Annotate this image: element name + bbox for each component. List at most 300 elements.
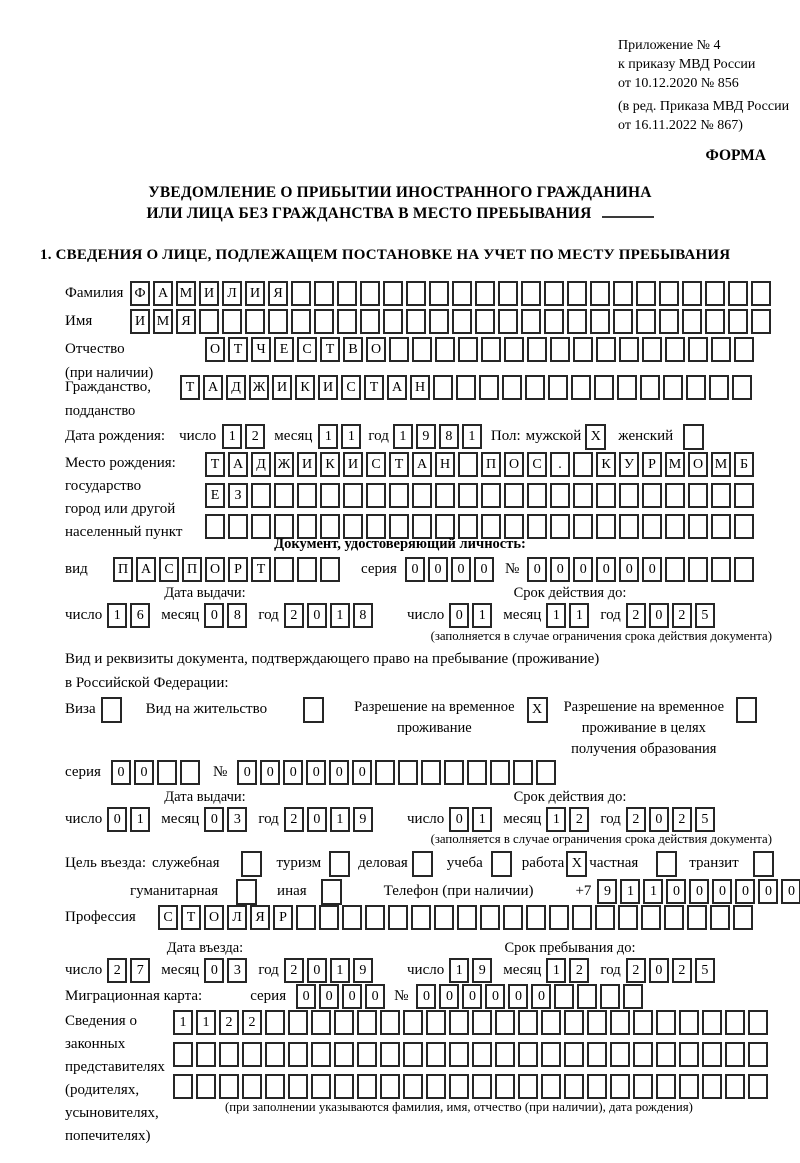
char-cell[interactable] <box>398 760 418 785</box>
char-cell[interactable] <box>274 557 294 582</box>
char-cell[interactable] <box>590 281 610 306</box>
char-cell[interactable] <box>449 1074 469 1099</box>
char-cell[interactable]: 1 <box>330 958 350 983</box>
char-cell[interactable] <box>751 281 771 306</box>
char-cell[interactable] <box>659 281 679 306</box>
char-cell[interactable] <box>426 1074 446 1099</box>
char-cell[interactable]: О <box>205 337 225 362</box>
char-cell[interactable]: А <box>412 452 432 477</box>
char-cell[interactable]: 8 <box>227 603 247 628</box>
char-cell[interactable] <box>251 483 271 508</box>
char-cell[interactable] <box>554 984 574 1009</box>
char-cell[interactable]: 1 <box>330 807 350 832</box>
char-cell[interactable] <box>375 760 395 785</box>
char-cell[interactable] <box>388 905 408 930</box>
char-cell[interactable]: С <box>159 557 179 582</box>
char-cell[interactable] <box>319 905 339 930</box>
char-cell[interactable] <box>495 1074 515 1099</box>
char-cell[interactable]: Т <box>251 557 271 582</box>
char-cell[interactable] <box>590 309 610 334</box>
char-cell[interactable] <box>481 483 501 508</box>
char-cell[interactable] <box>467 760 487 785</box>
char-cell[interactable] <box>711 483 731 508</box>
char-cell[interactable] <box>495 1042 515 1067</box>
char-cell[interactable]: 1 <box>472 603 492 628</box>
char-cell[interactable]: Л <box>227 905 247 930</box>
char-cell[interactable] <box>222 309 242 334</box>
char-cell[interactable] <box>291 309 311 334</box>
char-cell[interactable] <box>365 905 385 930</box>
char-cell[interactable]: В <box>343 337 363 362</box>
char-cell[interactable]: И <box>297 452 317 477</box>
purpose-study-checkbox[interactable] <box>491 851 512 877</box>
purpose-humanitarian-checkbox[interactable] <box>236 879 257 905</box>
char-cell[interactable] <box>504 483 524 508</box>
char-cell[interactable]: 0 <box>283 760 303 785</box>
char-cell[interactable]: 2 <box>626 958 646 983</box>
char-cell[interactable] <box>435 337 455 362</box>
char-cell[interactable]: 1 <box>341 424 361 449</box>
char-cell[interactable] <box>610 1042 630 1067</box>
char-cell[interactable] <box>479 375 499 400</box>
purpose-work-checkbox[interactable]: X <box>566 851 587 877</box>
char-cell[interactable]: Д <box>251 452 271 477</box>
char-cell[interactable]: 2 <box>569 807 589 832</box>
char-cell[interactable] <box>633 1074 653 1099</box>
char-cell[interactable] <box>403 1074 423 1099</box>
char-cell[interactable] <box>600 984 620 1009</box>
char-cell[interactable]: С <box>158 905 178 930</box>
purpose-business-checkbox[interactable] <box>412 851 433 877</box>
char-cell[interactable]: 1 <box>318 424 338 449</box>
char-cell[interactable] <box>504 337 524 362</box>
char-cell[interactable] <box>456 375 476 400</box>
char-cell[interactable] <box>725 1074 745 1099</box>
char-cell[interactable] <box>596 483 616 508</box>
char-cell[interactable]: 0 <box>342 984 362 1009</box>
purpose-official-checkbox[interactable] <box>241 851 262 877</box>
char-cell[interactable] <box>527 337 547 362</box>
char-cell[interactable]: 0 <box>204 958 224 983</box>
char-cell[interactable]: 2 <box>284 807 304 832</box>
char-cell[interactable]: Н <box>435 452 455 477</box>
char-cell[interactable] <box>342 905 362 930</box>
char-cell[interactable] <box>288 1010 308 1035</box>
char-cell[interactable]: 0 <box>307 958 327 983</box>
char-cell[interactable] <box>748 1010 768 1035</box>
char-cell[interactable]: 2 <box>107 958 127 983</box>
char-cell[interactable]: 0 <box>485 984 505 1009</box>
char-cell[interactable] <box>180 760 200 785</box>
char-cell[interactable] <box>472 1042 492 1067</box>
char-cell[interactable]: 0 <box>758 879 778 904</box>
char-cell[interactable]: Ж <box>274 452 294 477</box>
char-cell[interactable] <box>665 557 685 582</box>
char-cell[interactable] <box>426 1010 446 1035</box>
char-cell[interactable] <box>664 905 684 930</box>
char-cell[interactable] <box>725 1042 745 1067</box>
char-cell[interactable] <box>682 309 702 334</box>
char-cell[interactable] <box>636 309 656 334</box>
char-cell[interactable]: 2 <box>672 807 692 832</box>
char-cell[interactable] <box>550 483 570 508</box>
char-cell[interactable] <box>449 1042 469 1067</box>
char-cell[interactable]: 5 <box>695 958 715 983</box>
char-cell[interactable] <box>550 337 570 362</box>
char-cell[interactable]: 9 <box>597 879 617 904</box>
char-cell[interactable]: Е <box>205 483 225 508</box>
char-cell[interactable] <box>702 1042 722 1067</box>
char-cell[interactable]: И <box>272 375 292 400</box>
char-cell[interactable] <box>245 309 265 334</box>
char-cell[interactable] <box>656 1074 676 1099</box>
char-cell[interactable]: 5 <box>695 603 715 628</box>
char-cell[interactable]: 0 <box>416 984 436 1009</box>
char-cell[interactable] <box>242 1074 262 1099</box>
char-cell[interactable]: М <box>176 281 196 306</box>
char-cell[interactable]: Д <box>226 375 246 400</box>
char-cell[interactable] <box>380 1042 400 1067</box>
char-cell[interactable] <box>610 1010 630 1035</box>
char-cell[interactable] <box>219 1074 239 1099</box>
char-cell[interactable]: Т <box>364 375 384 400</box>
char-cell[interactable]: 2 <box>284 958 304 983</box>
char-cell[interactable] <box>219 1042 239 1067</box>
char-cell[interactable]: 2 <box>672 603 692 628</box>
char-cell[interactable] <box>173 1042 193 1067</box>
char-cell[interactable] <box>541 1042 561 1067</box>
temp-residence-checkbox[interactable]: X <box>527 697 548 723</box>
char-cell[interactable] <box>725 1010 745 1035</box>
char-cell[interactable] <box>688 483 708 508</box>
char-cell[interactable] <box>633 1010 653 1035</box>
char-cell[interactable] <box>541 1074 561 1099</box>
char-cell[interactable]: 9 <box>353 958 373 983</box>
char-cell[interactable] <box>498 281 518 306</box>
char-cell[interactable]: 2 <box>284 603 304 628</box>
char-cell[interactable] <box>587 1074 607 1099</box>
char-cell[interactable] <box>334 1010 354 1035</box>
char-cell[interactable]: С <box>366 452 386 477</box>
char-cell[interactable]: 1 <box>330 603 350 628</box>
char-cell[interactable] <box>383 281 403 306</box>
char-cell[interactable] <box>452 281 472 306</box>
char-cell[interactable] <box>659 309 679 334</box>
char-cell[interactable]: Я <box>268 281 288 306</box>
char-cell[interactable] <box>274 483 294 508</box>
char-cell[interactable] <box>296 905 316 930</box>
char-cell[interactable] <box>709 375 729 400</box>
char-cell[interactable]: 0 <box>306 760 326 785</box>
char-cell[interactable] <box>536 760 556 785</box>
char-cell[interactable] <box>481 337 501 362</box>
male-checkbox[interactable]: X <box>585 424 606 450</box>
char-cell[interactable] <box>265 1010 285 1035</box>
char-cell[interactable] <box>288 1042 308 1067</box>
char-cell[interactable] <box>640 375 660 400</box>
char-cell[interactable] <box>541 1010 561 1035</box>
char-cell[interactable]: 0 <box>449 807 469 832</box>
char-cell[interactable] <box>633 1042 653 1067</box>
char-cell[interactable] <box>513 760 533 785</box>
char-cell[interactable]: А <box>228 452 248 477</box>
char-cell[interactable]: П <box>481 452 501 477</box>
char-cell[interactable]: А <box>153 281 173 306</box>
char-cell[interactable] <box>587 1042 607 1067</box>
char-cell[interactable] <box>663 375 683 400</box>
char-cell[interactable] <box>311 1042 331 1067</box>
char-cell[interactable]: К <box>320 452 340 477</box>
char-cell[interactable]: 0 <box>474 557 494 582</box>
char-cell[interactable]: 1 <box>222 424 242 449</box>
char-cell[interactable] <box>429 309 449 334</box>
char-cell[interactable] <box>457 905 477 930</box>
char-cell[interactable]: Т <box>181 905 201 930</box>
char-cell[interactable] <box>475 281 495 306</box>
char-cell[interactable] <box>458 483 478 508</box>
char-cell[interactable] <box>711 557 731 582</box>
char-cell[interactable] <box>380 1010 400 1035</box>
char-cell[interactable]: 9 <box>353 807 373 832</box>
char-cell[interactable]: 1 <box>196 1010 216 1035</box>
char-cell[interactable]: 0 <box>365 984 385 1009</box>
char-cell[interactable]: 0 <box>428 557 448 582</box>
char-cell[interactable] <box>502 375 522 400</box>
char-cell[interactable] <box>357 1010 377 1035</box>
char-cell[interactable] <box>291 281 311 306</box>
char-cell[interactable]: 1 <box>462 424 482 449</box>
char-cell[interactable]: К <box>295 375 315 400</box>
char-cell[interactable]: 0 <box>307 807 327 832</box>
char-cell[interactable]: А <box>203 375 223 400</box>
char-cell[interactable]: 8 <box>439 424 459 449</box>
char-cell[interactable] <box>173 1074 193 1099</box>
char-cell[interactable] <box>357 1042 377 1067</box>
char-cell[interactable] <box>421 760 441 785</box>
char-cell[interactable] <box>642 337 662 362</box>
char-cell[interactable] <box>544 309 564 334</box>
char-cell[interactable] <box>679 1074 699 1099</box>
char-cell[interactable]: 1 <box>130 807 150 832</box>
char-cell[interactable]: Т <box>389 452 409 477</box>
char-cell[interactable] <box>268 309 288 334</box>
char-cell[interactable]: 0 <box>405 557 425 582</box>
char-cell[interactable]: 1 <box>546 807 566 832</box>
char-cell[interactable] <box>618 905 638 930</box>
char-cell[interactable] <box>458 337 478 362</box>
visa-checkbox[interactable] <box>101 697 122 723</box>
char-cell[interactable]: О <box>204 905 224 930</box>
char-cell[interactable]: 3 <box>227 807 247 832</box>
char-cell[interactable] <box>732 375 752 400</box>
char-cell[interactable]: Н <box>410 375 430 400</box>
char-cell[interactable] <box>199 309 219 334</box>
char-cell[interactable] <box>679 1042 699 1067</box>
char-cell[interactable] <box>337 309 357 334</box>
char-cell[interactable] <box>548 375 568 400</box>
char-cell[interactable] <box>656 1042 676 1067</box>
char-cell[interactable] <box>711 337 731 362</box>
char-cell[interactable]: М <box>665 452 685 477</box>
char-cell[interactable] <box>360 309 380 334</box>
char-cell[interactable]: 1 <box>472 807 492 832</box>
char-cell[interactable] <box>665 337 685 362</box>
char-cell[interactable] <box>619 483 639 508</box>
char-cell[interactable]: П <box>182 557 202 582</box>
purpose-transit-checkbox[interactable] <box>753 851 774 877</box>
char-cell[interactable]: 1 <box>173 1010 193 1035</box>
char-cell[interactable]: З <box>228 483 248 508</box>
char-cell[interactable] <box>587 1010 607 1035</box>
char-cell[interactable]: 0 <box>204 603 224 628</box>
char-cell[interactable]: 2 <box>569 958 589 983</box>
char-cell[interactable]: 1 <box>546 958 566 983</box>
char-cell[interactable] <box>728 309 748 334</box>
char-cell[interactable]: 1 <box>569 603 589 628</box>
char-cell[interactable]: 0 <box>550 557 570 582</box>
char-cell[interactable] <box>288 1074 308 1099</box>
char-cell[interactable]: . <box>550 452 570 477</box>
char-cell[interactable] <box>705 309 725 334</box>
char-cell[interactable] <box>734 483 754 508</box>
char-cell[interactable]: 0 <box>527 557 547 582</box>
char-cell[interactable]: 0 <box>439 984 459 1009</box>
char-cell[interactable]: 0 <box>596 557 616 582</box>
char-cell[interactable] <box>452 309 472 334</box>
char-cell[interactable] <box>733 905 753 930</box>
purpose-private-checkbox[interactable] <box>656 851 677 877</box>
char-cell[interactable] <box>642 483 662 508</box>
char-cell[interactable]: Л <box>222 281 242 306</box>
char-cell[interactable] <box>412 483 432 508</box>
char-cell[interactable] <box>527 483 547 508</box>
char-cell[interactable] <box>314 281 334 306</box>
char-cell[interactable]: 2 <box>672 958 692 983</box>
char-cell[interactable] <box>334 1042 354 1067</box>
char-cell[interactable] <box>265 1074 285 1099</box>
char-cell[interactable] <box>577 984 597 1009</box>
char-cell[interactable] <box>311 1010 331 1035</box>
char-cell[interactable] <box>406 309 426 334</box>
char-cell[interactable]: 0 <box>619 557 639 582</box>
char-cell[interactable] <box>710 905 730 930</box>
char-cell[interactable] <box>403 1042 423 1067</box>
char-cell[interactable]: 7 <box>130 958 150 983</box>
char-cell[interactable]: С <box>527 452 547 477</box>
char-cell[interactable] <box>682 281 702 306</box>
char-cell[interactable] <box>265 1042 285 1067</box>
char-cell[interactable] <box>705 281 725 306</box>
char-cell[interactable]: 9 <box>472 958 492 983</box>
char-cell[interactable] <box>196 1074 216 1099</box>
char-cell[interactable] <box>320 483 340 508</box>
char-cell[interactable] <box>571 375 591 400</box>
char-cell[interactable]: 1 <box>393 424 413 449</box>
char-cell[interactable] <box>665 483 685 508</box>
purpose-other-checkbox[interactable] <box>321 879 342 905</box>
char-cell[interactable]: С <box>297 337 317 362</box>
char-cell[interactable] <box>429 281 449 306</box>
char-cell[interactable] <box>475 309 495 334</box>
char-cell[interactable] <box>564 1010 584 1035</box>
char-cell[interactable] <box>472 1074 492 1099</box>
char-cell[interactable]: 1 <box>449 958 469 983</box>
char-cell[interactable] <box>518 1074 538 1099</box>
char-cell[interactable]: 0 <box>642 557 662 582</box>
char-cell[interactable]: 0 <box>573 557 593 582</box>
char-cell[interactable]: 0 <box>319 984 339 1009</box>
char-cell[interactable]: 0 <box>204 807 224 832</box>
char-cell[interactable]: А <box>136 557 156 582</box>
char-cell[interactable] <box>641 905 661 930</box>
char-cell[interactable]: 6 <box>130 603 150 628</box>
char-cell[interactable]: Р <box>228 557 248 582</box>
char-cell[interactable]: 0 <box>735 879 755 904</box>
char-cell[interactable]: 0 <box>237 760 257 785</box>
char-cell[interactable]: Я <box>250 905 270 930</box>
char-cell[interactable] <box>686 375 706 400</box>
char-cell[interactable] <box>320 557 340 582</box>
char-cell[interactable]: К <box>596 452 616 477</box>
char-cell[interactable] <box>426 1042 446 1067</box>
temp-residence-education-checkbox[interactable] <box>736 697 757 723</box>
char-cell[interactable] <box>472 1010 492 1035</box>
char-cell[interactable] <box>702 1074 722 1099</box>
char-cell[interactable]: 0 <box>531 984 551 1009</box>
char-cell[interactable] <box>434 905 454 930</box>
char-cell[interactable] <box>297 557 317 582</box>
char-cell[interactable] <box>366 483 386 508</box>
char-cell[interactable] <box>573 452 593 477</box>
char-cell[interactable] <box>526 905 546 930</box>
char-cell[interactable]: 2 <box>245 424 265 449</box>
char-cell[interactable] <box>679 1010 699 1035</box>
char-cell[interactable]: Ч <box>251 337 271 362</box>
char-cell[interactable] <box>297 483 317 508</box>
char-cell[interactable] <box>748 1042 768 1067</box>
char-cell[interactable] <box>636 281 656 306</box>
char-cell[interactable]: О <box>205 557 225 582</box>
char-cell[interactable] <box>406 281 426 306</box>
char-cell[interactable] <box>567 281 587 306</box>
char-cell[interactable]: 5 <box>695 807 715 832</box>
char-cell[interactable]: 1 <box>107 603 127 628</box>
char-cell[interactable]: М <box>711 452 731 477</box>
char-cell[interactable]: О <box>688 452 708 477</box>
char-cell[interactable] <box>449 1010 469 1035</box>
char-cell[interactable] <box>518 1010 538 1035</box>
char-cell[interactable]: Р <box>642 452 662 477</box>
char-cell[interactable] <box>573 337 593 362</box>
char-cell[interactable]: 0 <box>781 879 800 904</box>
char-cell[interactable]: И <box>343 452 363 477</box>
char-cell[interactable]: Р <box>273 905 293 930</box>
char-cell[interactable]: И <box>199 281 219 306</box>
char-cell[interactable] <box>196 1042 216 1067</box>
char-cell[interactable]: 2 <box>626 603 646 628</box>
char-cell[interactable]: 1 <box>620 879 640 904</box>
char-cell[interactable]: Ж <box>249 375 269 400</box>
char-cell[interactable]: 0 <box>307 603 327 628</box>
char-cell[interactable] <box>567 309 587 334</box>
char-cell[interactable] <box>412 337 432 362</box>
char-cell[interactable]: 0 <box>508 984 528 1009</box>
char-cell[interactable]: 0 <box>462 984 482 1009</box>
char-cell[interactable]: 0 <box>689 879 709 904</box>
char-cell[interactable] <box>688 557 708 582</box>
char-cell[interactable]: 9 <box>416 424 436 449</box>
char-cell[interactable]: Я <box>176 309 196 334</box>
